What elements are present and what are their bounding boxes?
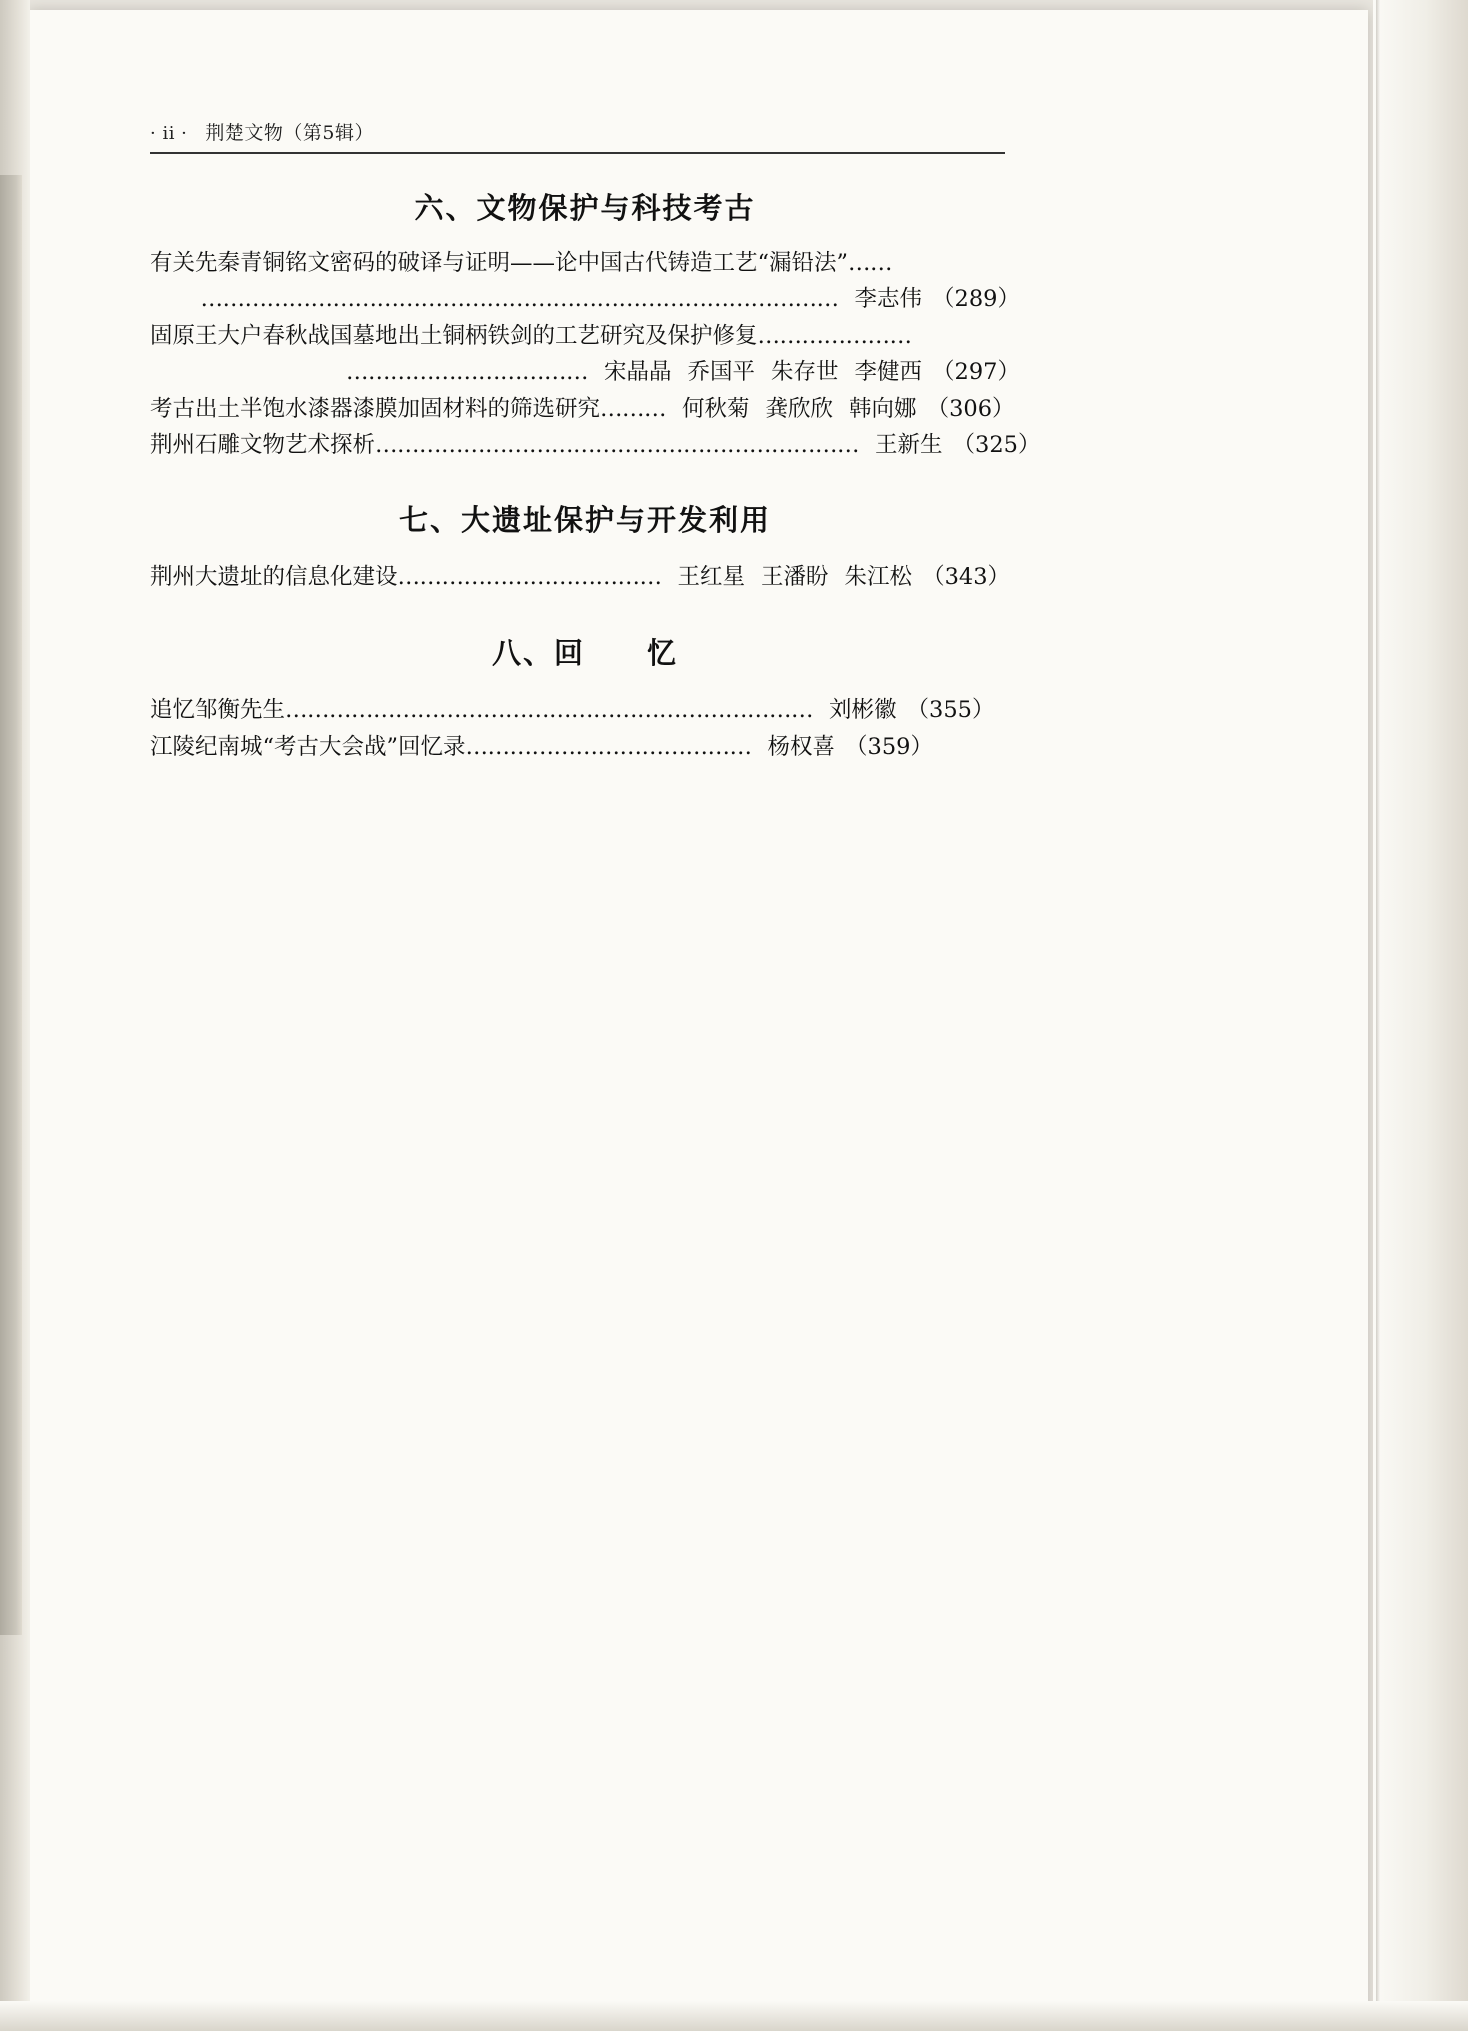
entry-author: 李健西 (854, 359, 923, 386)
entry-page: （297） (932, 359, 1020, 386)
entry-author: 韩向娜 (849, 395, 917, 422)
page-folio: · ii · (150, 123, 188, 144)
page-bottom-edge (0, 2001, 1468, 2031)
page-right-edge (1373, 0, 1468, 2031)
toc-entry[interactable] (150, 427, 1041, 463)
entry-author: 宋晶晶 (603, 359, 672, 386)
entry-author: 刘彬徽 (829, 697, 897, 724)
book-title: 荆楚文物（第5辑） (205, 122, 374, 144)
entry-leader: ……………………………… (397, 563, 662, 590)
section-heading-7: 七、大遗址保护与开发利用 (398, 502, 771, 537)
section-entries-6 (150, 245, 1041, 464)
section-entries-7 (150, 559, 1020, 595)
entry-title: 固原王大户春秋战国墓地出土铜柄铁剑的工艺研究及保护修复 (150, 322, 758, 349)
section-heading-6: 六、文物保护与科技考古 (414, 191, 756, 225)
entry-page: （325） (952, 432, 1041, 459)
entry-author: 乔国平 (687, 359, 756, 386)
entry-title: 追忆邹衡先生 (150, 697, 286, 724)
entry-leader: ………………………………………………………… (375, 432, 860, 459)
toc-entry[interactable] (150, 559, 1020, 595)
entry-title: 考古出土半饱水漆器漆膜加固材料的筛选研究 (150, 395, 601, 422)
entry-title: 江陵纪南城“考古大会战”回忆录 (150, 733, 466, 760)
entry-author: 王潘盼 (761, 563, 829, 590)
toc-entry[interactable] (150, 391, 1020, 427)
entry-title: 荆州大遗址的信息化建设 (150, 563, 398, 590)
toc-entry[interactable] (150, 729, 1020, 765)
table-of-contents (150, 0, 1041, 765)
entry-author: 王新生 (875, 432, 943, 459)
entry-leader: ……… (600, 395, 667, 422)
entry-title: 荆州石雕文物艺术探析 (150, 432, 376, 459)
entry-page: （306） (926, 395, 1015, 422)
toc-entry[interactable] (150, 318, 1020, 391)
entry-page: （289） (932, 286, 1020, 313)
page-fold-shadow (1376, 0, 1380, 2031)
section-heading-8: 八、回 忆 (491, 636, 678, 671)
entry-author: 李志伟 (854, 286, 923, 313)
entry-author: 朱江松 (844, 563, 913, 590)
entry-page: （343） (922, 563, 1011, 590)
entry-author: 龚欣欣 (765, 395, 834, 422)
entry-leader: ………………………………… (465, 733, 752, 760)
entry-author: 杨权喜 (767, 733, 836, 760)
entry-leader: ……………………………………………………………… (285, 697, 814, 724)
entry-leader-cont: …………………………………………………………………………… (200, 286, 839, 313)
toc-entry[interactable] (150, 692, 1020, 728)
entry-title: 有关先秦青铜铭文密码的破译与证明——论中国古代铸造工艺“漏铅法” (150, 250, 849, 276)
entry-author: 王红星 (677, 563, 746, 590)
page-binding-shadow (0, 175, 22, 1635)
toc-entry[interactable] (150, 245, 1020, 318)
entry-leader: …… (848, 250, 893, 276)
entry-page: （359） (845, 733, 933, 760)
entry-page: （355） (906, 697, 995, 724)
entry-author: 何秋菊 (682, 395, 750, 422)
entry-author: 朱存世 (771, 359, 839, 386)
entry-leader-cont: …………………………… (345, 359, 588, 386)
entry-leader: ………………… (757, 322, 912, 349)
section-entries-8 (150, 692, 1020, 765)
